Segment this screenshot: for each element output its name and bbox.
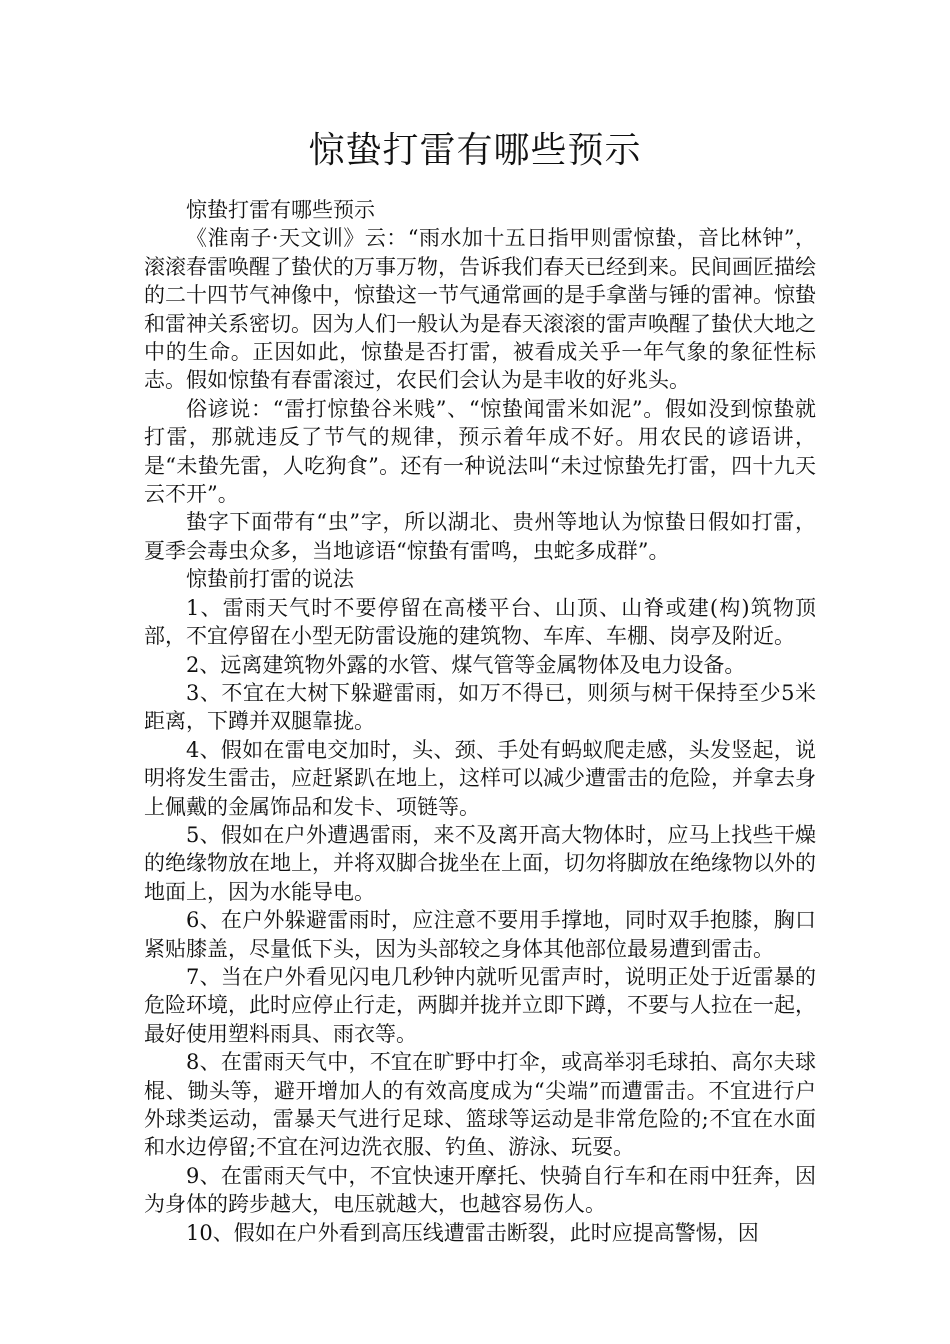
document-body bbox=[144, 196, 816, 1247]
paragraph-proverbs: 俗谚说：“雷打惊蛰谷米贱”、“惊蛰闻雷米如泥”。假如没到惊蛰就打雷，那就违反了节气的规律，预示着年成不好。用农民的谚语讲，是“未蛰先雷，人吃狗食”。还有一种说法叫“未过惊蛰先打雷，四十九天云不开”。 bbox=[144, 396, 816, 507]
paragraph-item-5: 5、假如在户外遭遇雷雨，来不及离开高大物体时，应马上找些干燥的绝缘物放在地上，并将双脚合拢坐在上面，切勿将脚放在绝缘物以外的地面上，因为水能导电。 bbox=[144, 822, 816, 904]
paragraph-item-9: 9、在雷雨天气中，不宜快速开摩托、快骑自行车和在雨中狂奔，因为身体的跨步越大，电压就越大，也越容易伤人。 bbox=[144, 1163, 816, 1217]
paragraph-item-2: 2、远离建筑物外露的水管、煤气管等金属物体及电力设备。 bbox=[186, 652, 746, 677]
paragraph-section-heading: 惊蛰前打雷的说法 bbox=[186, 567, 354, 592]
paragraph-item-6: 6、在户外躲避雷雨时，应注意不要用手撑地，同时双手抱膝，胸口紧贴膝盖，尽量低下头，因为头部较之身体其他部位最易遭到雷击。 bbox=[144, 908, 816, 961]
paragraph-item-7: 7、当在户外看见闪电几秒钟内就听见雷声时，说明正处于近雷暴的危险环境，此时应停止行走，两脚并拢并立即下蹲，不要与人拉在一起，最好使用塑料雨具、雨衣等。 bbox=[144, 964, 816, 1046]
paragraph-item-3: 3、不宜在大树下躲避雷雨，如万不得已，则须与树干保持至少5米距离，下蹲并双腿靠拢。 bbox=[144, 680, 816, 734]
document-title: 惊蛰打雷有哪些预示 bbox=[308, 130, 642, 171]
paragraph-item-10: 10、假如在户外看到高压线遭雷击断裂，此时应提高警惕，因 bbox=[186, 1220, 759, 1245]
paragraph-intro: 《淮南子·天文训》云：“雨水加十五日指甲则雷惊蛰，音比林钟”，滚滚春雷唤醒了蛰伏的万事万物，告诉我们春天已经到来。民间画匠描绘的二十四节气神像中，惊蛰这一节气通常画的是手拿凿与锤的雷神。惊蛰和雷神关系密切。因为人们一般认为是春天滚滚的雷声唤醒了蛰伏大地之中的生命。正因如此，惊蛰是否打雷，被看成关乎一年气象的象征性标志。假如惊蛰有春雷滚过，农民们会认为是丰收的好兆头。 bbox=[144, 226, 816, 393]
paragraph-item-1: 1、雷雨天气时不要停留在高楼平台、山顶、山脊或建(构)筑物顶部，不宜停留在小型无防雷设施的建筑物、车库、车棚、岗亭及附近。 bbox=[144, 595, 816, 649]
paragraph-subtitle: 惊蛰打雷有哪些预示 bbox=[186, 198, 375, 222]
paragraph-item-4: 4、假如在雷电交加时，头、颈、手处有蚂蚁爬走感，头发竖起，说明将发生雷击，应赶紧趴在地上，这样可以减少遭雷击的危险，并拿去身上佩戴的金属饰品和发卡、项链等。 bbox=[144, 737, 816, 819]
paragraph-insects: 蛰字下面带有“虫”字，所以湖北、贵州等地认为惊蛰日假如打雷，夏季会毒虫众多，当地谚语“惊蛰有雷鸣，虫蛇多成群”。 bbox=[144, 510, 816, 563]
paragraph-item-8: 8、在雷雨天气中，不宜在旷野中打伞，或高举羽毛球拍、高尔夫球棍、锄头等，避开增加人的有效高度成为“尖端”而遭雷击。不宜进行户外球类运动，雷暴天气进行足球、篮球等运动是非常危险的;不宜在水面和水边停留;不宜在河边洗衣服、钓鱼、游泳、玩耍。 bbox=[144, 1050, 816, 1160]
